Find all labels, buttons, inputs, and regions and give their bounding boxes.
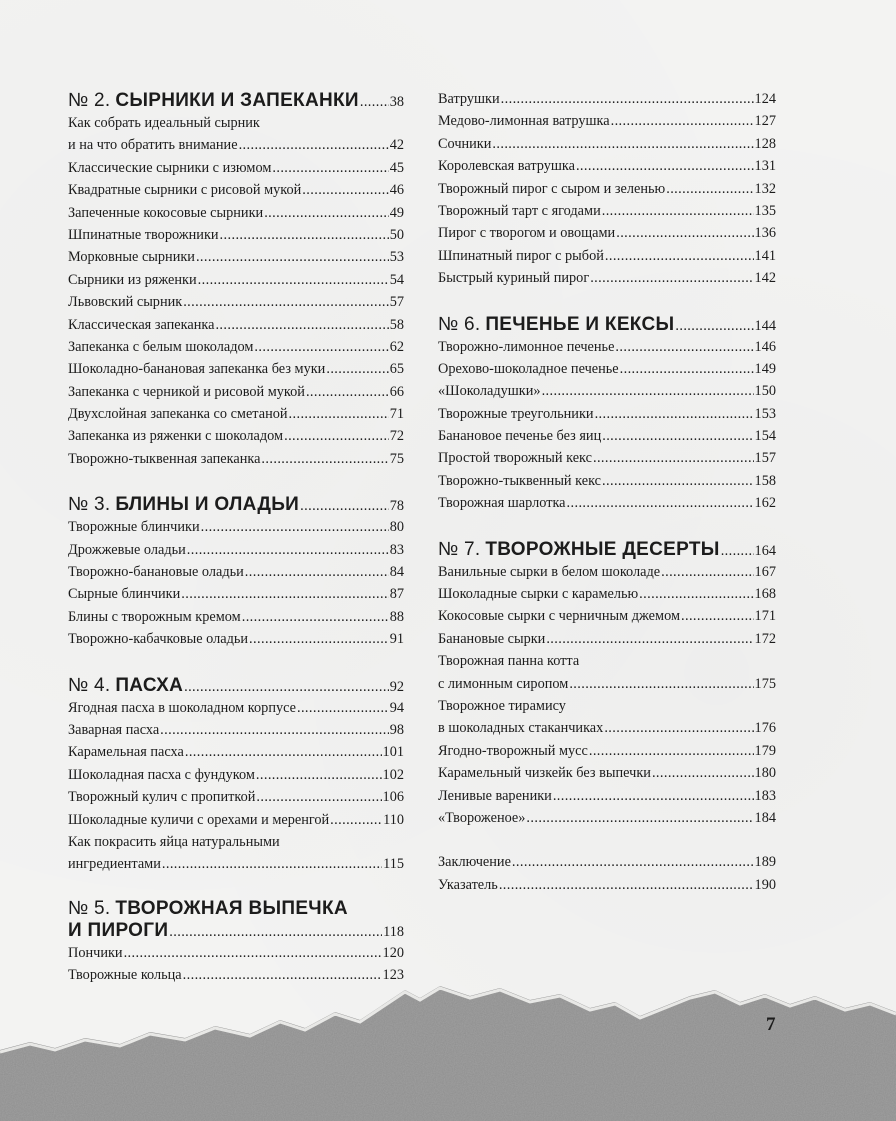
toc-entry (68, 516, 404, 538)
toc-entry (68, 786, 404, 808)
toc-entry-title: с лимонным сиропом (438, 675, 569, 692)
toc-entry (438, 561, 776, 583)
dot-leader (297, 697, 389, 719)
dot-leader (652, 762, 754, 784)
toc-entry-title: Запеканка с черникой и рисовой мукой (68, 383, 305, 400)
toc-entry-page: 162 (754, 495, 776, 512)
dot-leader (264, 202, 389, 224)
toc-entry (68, 112, 404, 157)
toc-entry-title: Быстрый куриный пирог (438, 270, 590, 287)
dot-leader (181, 583, 388, 605)
toc-entry-page: 180 (754, 765, 776, 782)
toc-entry-page: 84 (389, 564, 404, 581)
toc-entry (68, 157, 404, 179)
toc-entry-page: 87 (389, 586, 404, 603)
dot-leader (681, 605, 754, 627)
dot-leader (183, 964, 382, 986)
toc-entry (68, 314, 404, 336)
toc-entry-page: 75 (389, 450, 404, 467)
toc-entry-line (68, 134, 404, 156)
toc-entry-page: 175 (754, 675, 776, 692)
section-page-number: 144 (754, 317, 776, 334)
toc-entry (438, 785, 776, 807)
toc-entry-line: Творожное тирамису (438, 697, 566, 714)
toc-entry-title: Запеканка с белым шоколадом (68, 338, 254, 355)
toc-entry-title: Банановые сырки (438, 630, 546, 647)
toc-entry-page: 83 (389, 541, 404, 558)
toc-entry-title: Сырники из ряженки (68, 271, 197, 288)
toc-entry-page: 141 (754, 247, 776, 264)
dot-leader (602, 200, 754, 222)
toc-entry-page: 50 (389, 226, 404, 243)
dot-leader (569, 673, 753, 695)
dot-leader (261, 448, 388, 470)
dot-leader (256, 786, 381, 808)
toc-entry-title: Карамельная пасха (68, 744, 184, 761)
dot-leader (639, 583, 753, 605)
toc-entry (68, 291, 404, 313)
toc-entry (68, 628, 404, 650)
toc-entry (68, 606, 404, 628)
section-heading (68, 88, 404, 112)
section-page-number: 78 (389, 498, 404, 515)
toc-entry (68, 809, 404, 831)
toc-entry (68, 561, 404, 583)
section-title: ПЕЧЕНЬЕ И КЕКСЫ (485, 313, 675, 335)
toc-entry-title: в шоколадных стаканчиках (438, 720, 604, 737)
section-page-number: 92 (389, 678, 404, 695)
section-heading-line (68, 898, 404, 920)
toc-left-column (68, 88, 404, 1009)
toc-entry (68, 539, 404, 561)
dot-leader (616, 222, 753, 244)
toc-entry-page: 150 (754, 383, 776, 400)
toc-entry-title: Медово-лимонная ватрушка (438, 113, 610, 130)
toc-entry (438, 695, 776, 740)
section-heading-line (68, 920, 404, 942)
toc-entry-title: Заварная пасха (68, 721, 160, 738)
toc-entry-title: Пончики (68, 944, 123, 961)
section-page-number: 38 (389, 94, 404, 110)
toc-entry-page: 72 (389, 428, 404, 445)
dot-leader (306, 381, 389, 403)
dot-leader (284, 425, 389, 447)
toc-entry-page: 45 (389, 159, 404, 176)
toc-section (438, 537, 776, 830)
dot-leader (499, 874, 754, 896)
toc-entry-title: Заключение (438, 854, 511, 871)
section-heading (68, 673, 404, 697)
toc-entry (68, 246, 404, 268)
dot-leader (272, 157, 388, 179)
dot-leader (124, 942, 382, 964)
dot-leader (675, 316, 753, 336)
toc-entry (438, 336, 776, 358)
toc-entry-title: Банановое печенье без яиц (438, 428, 602, 445)
section-title: СЫРНИКИ И ЗАПЕКАНКИ (115, 90, 359, 111)
section-title: ТВОРОЖНЫЕ ДЕСЕРТЫ (485, 538, 720, 560)
toc-entry-page: 142 (754, 270, 776, 287)
toc-entry-page: 183 (754, 787, 776, 804)
toc-entry-page: 171 (754, 608, 776, 625)
section-title: БЛИНЫ И ОЛАДЬИ (115, 494, 300, 516)
toc-entry (438, 267, 776, 289)
toc-entry (438, 470, 776, 492)
toc-entry-page: 54 (389, 271, 404, 288)
toc-entry-page: 154 (754, 428, 776, 445)
toc-entry (438, 88, 776, 110)
toc-entry-page: 120 (382, 944, 404, 961)
toc-entry (68, 224, 404, 246)
toc-entry-page: 127 (754, 113, 776, 130)
dot-leader (605, 245, 754, 267)
toc-entry-title: Шпинатный пирог с рыбой (438, 247, 604, 264)
toc-entry-page: 190 (754, 876, 776, 893)
toc-entry (68, 381, 404, 403)
dot-leader (198, 269, 389, 291)
toc-entry-page: 131 (754, 158, 776, 175)
toc-entry-page: 179 (754, 742, 776, 759)
dot-leader (593, 447, 754, 469)
dot-leader (721, 541, 754, 561)
toc-entry-page: 91 (389, 631, 404, 648)
toc-entry (438, 133, 776, 155)
section-number: № 7. (438, 538, 481, 560)
toc-entry-page: 146 (754, 338, 776, 355)
dot-leader (215, 314, 388, 336)
dot-leader (661, 561, 753, 583)
toc-entry-title: Карамельный чизкейк без выпечки (438, 765, 651, 782)
toc-entry (438, 425, 776, 447)
dot-leader (169, 922, 382, 942)
dot-leader (501, 88, 754, 110)
section-number: № 6. (438, 313, 481, 335)
toc-entry-title: Творожный пирог с сыром и зеленью (438, 180, 666, 197)
toc-entry-title: Блины с творожным кремом (68, 608, 241, 625)
toc-entry (438, 200, 776, 222)
toc-entry-title: и на что обратить внимание (68, 137, 238, 154)
dot-leader (492, 133, 753, 155)
toc-entry-line (68, 853, 404, 875)
dot-leader (162, 853, 382, 875)
toc-entry (438, 605, 776, 627)
toc-entry-title: Творожная шарлотка (438, 495, 566, 512)
page-number: 7 (766, 1014, 776, 1035)
toc-entry (68, 269, 404, 291)
toc-entry (68, 202, 404, 224)
toc-entry-title: «Твороженое» (438, 809, 526, 826)
toc-entry-page: 46 (389, 182, 404, 199)
toc-entry (68, 403, 404, 425)
toc-entry (68, 964, 404, 986)
toc-entry-title: Творожные кольца (68, 967, 182, 984)
toc-entry-page: 58 (389, 316, 404, 333)
toc-entry-page: 115 (383, 856, 404, 873)
section-title: ТВОРОЖНАЯ ВЫПЕЧКА (115, 897, 348, 919)
toc-entry (438, 358, 776, 380)
dot-leader (602, 425, 753, 447)
dot-leader (542, 380, 754, 402)
dot-leader (512, 851, 754, 873)
toc-entry-page: 101 (382, 744, 404, 761)
dot-leader (567, 492, 754, 514)
toc-entry (438, 380, 776, 402)
toc-entry-title: Пирог с творогом и овощами (438, 225, 616, 242)
toc-entry-page: 80 (389, 519, 404, 536)
toc-entry (438, 583, 776, 605)
dot-leader (611, 110, 754, 132)
toc-entry-title: Творожные треугольники (438, 405, 594, 422)
toc-entry (438, 492, 776, 514)
toc-entry-title: Кокосовые сырки с черничным джемом (438, 608, 680, 625)
toc-entry-title: Квадратные сырники с рисовой мукой (68, 182, 302, 199)
dot-leader (360, 92, 389, 112)
toc-entry-page: 128 (754, 135, 776, 152)
toc-entry-title: Шоколадные куличи с орехами и меренгой (68, 811, 330, 828)
section-number: № 5. (68, 897, 111, 919)
toc-entry (68, 336, 404, 358)
toc-entry-title: Запеченные кокосовые сырники (68, 204, 264, 221)
toc-entry-title: Творожный тарт с ягодами (438, 202, 601, 219)
toc-section (68, 492, 404, 650)
dot-leader (254, 336, 388, 358)
dot-leader (576, 155, 754, 177)
dot-leader (239, 134, 389, 156)
toc-entry (68, 831, 404, 876)
toc-entry (438, 178, 776, 200)
toc-entry-title: Творожно-тыквенный кекс (438, 472, 602, 489)
section-title-continued: И ПИРОГИ (68, 919, 169, 941)
dot-leader (289, 403, 389, 425)
toc-entry-title: Шоколадные сырки с карамелью (438, 586, 639, 603)
dot-leader (526, 807, 753, 829)
dot-leader (590, 267, 753, 289)
section-title: ПАСХА (115, 674, 184, 696)
toc-entry-title: Творожный кулич с пропиткой (68, 789, 256, 806)
dot-leader (553, 785, 754, 807)
toc-entry-title: Ватрушки (438, 91, 500, 107)
toc-section (438, 851, 776, 896)
section-number: № 4. (68, 674, 111, 696)
toc-entry-line (438, 717, 776, 739)
toc-entry-page: 184 (754, 809, 776, 826)
toc-entry (438, 110, 776, 132)
toc-entry (68, 764, 404, 786)
toc-section (438, 88, 776, 290)
toc-entry-title: Ванильные сырки в белом шоколаде (438, 563, 661, 580)
toc-entry-title: Львовский сырник (68, 294, 183, 311)
toc-entry-title: Орехово-шоколадное печенье (438, 360, 619, 377)
dot-leader (184, 677, 389, 697)
toc-entry-title: Запеканка из ряженки с шоколадом (68, 428, 284, 445)
toc-entry-page: 149 (754, 360, 776, 377)
section-page-number: 164 (754, 542, 776, 559)
toc-entry (68, 583, 404, 605)
dot-leader (589, 740, 754, 762)
dot-leader (220, 224, 389, 246)
toc-entry-page: 132 (754, 180, 776, 197)
toc-entry (438, 245, 776, 267)
toc-entry (68, 448, 404, 470)
toc-entry-page: 42 (389, 137, 404, 154)
dot-leader (615, 336, 753, 358)
toc-entry (68, 942, 404, 964)
dot-leader (249, 628, 389, 650)
section-heading (438, 537, 776, 561)
dot-leader (187, 539, 389, 561)
section-heading (438, 312, 776, 336)
toc-entry-page: 62 (389, 338, 404, 355)
toc-entry-page: 172 (754, 630, 776, 647)
toc-entry-page: 136 (754, 225, 776, 242)
dot-leader (245, 561, 389, 583)
toc-entry (68, 741, 404, 763)
toc-entry-title: «Шоколадушки» (438, 383, 541, 400)
section-heading (68, 898, 404, 942)
toc-entry (438, 740, 776, 762)
toc-entry-page: 110 (383, 811, 404, 828)
toc-entry (438, 447, 776, 469)
toc-entry (68, 719, 404, 741)
toc-entry-title: Творожно-кабачковые оладьи (68, 631, 249, 648)
toc-entry-title: Сырные блинчики (68, 586, 181, 603)
toc-entry-page: 53 (389, 249, 404, 266)
toc-entry (68, 697, 404, 719)
dot-leader (546, 628, 753, 650)
toc-entry (438, 222, 776, 244)
dot-leader (604, 717, 753, 739)
toc-entry-title: Классическая запеканка (68, 316, 215, 333)
dot-leader (666, 178, 753, 200)
section-number: № 3. (68, 494, 111, 516)
dot-leader (330, 809, 382, 831)
toc-entry (438, 650, 776, 695)
toc-entry-page: 124 (754, 91, 776, 107)
toc-entry-page: 157 (754, 450, 776, 467)
toc-entry (438, 155, 776, 177)
dot-leader (196, 246, 389, 268)
toc-entry-title: Ягодно-творожный мусс (438, 742, 588, 759)
dot-leader (201, 516, 389, 538)
toc-entry (438, 874, 776, 896)
toc-entry-title: Творожно-лимонное печенье (438, 338, 615, 355)
toc-entry-title: Ленивые вареники (438, 787, 552, 804)
toc-entry-page: 65 (389, 361, 404, 378)
toc-entry-title: Творожно-тыквенная запеканка (68, 450, 261, 467)
toc-entry-page: 158 (754, 472, 776, 489)
toc-entry-page: 66 (389, 383, 404, 400)
toc-entry-title: Морковные сырники (68, 249, 195, 266)
toc-entry-page: 106 (382, 789, 404, 806)
toc-entry-title: Шоколадная пасха с фундуком (68, 766, 255, 783)
toc-section (68, 673, 404, 876)
toc-entry-page: 57 (389, 294, 404, 311)
toc-entry-title: ингредиентами (68, 856, 161, 873)
toc-entry-line (438, 673, 776, 695)
toc-entry-page: 94 (389, 699, 404, 716)
dot-leader (160, 719, 389, 741)
section-page-number: 118 (383, 923, 404, 940)
toc-entry-title: Королевская ватрушка (438, 158, 575, 175)
toc-entry (438, 762, 776, 784)
toc-entry-page: 98 (389, 721, 404, 738)
toc-entry-title: Шоколадно-банановая запеканка без муки (68, 361, 326, 378)
toc-entry-page: 189 (754, 854, 776, 871)
toc-entry-page: 49 (389, 204, 404, 221)
toc-entry-page: 102 (382, 766, 404, 783)
toc-entry-page: 135 (754, 202, 776, 219)
section-heading (68, 492, 404, 516)
toc-entry-page: 88 (389, 608, 404, 625)
toc-entry-title: Ягодная пасха в шоколадном корпусе (68, 699, 296, 716)
dot-leader (602, 470, 754, 492)
toc-entry-title: Творожно-банановые оладьи (68, 564, 244, 581)
dot-leader (256, 764, 382, 786)
dot-leader (620, 358, 754, 380)
toc-entry-title: Классические сырники с изюмом (68, 159, 272, 176)
toc-entry-title: Дрожжевые оладьи (68, 541, 186, 558)
toc-entry (68, 425, 404, 447)
dot-leader (595, 403, 754, 425)
toc-entry-page: 123 (382, 967, 404, 984)
toc-entry-title: Простой творожный кекс (438, 450, 592, 467)
toc-entry-line: Как собрать идеальный сырник (68, 115, 260, 131)
section-number: № 2. (68, 90, 111, 111)
toc-entry (438, 403, 776, 425)
toc-entry-line: Творожная панна котта (438, 653, 580, 670)
toc-entry-page: 167 (754, 563, 776, 580)
toc-section (438, 312, 776, 515)
toc-entry-title: Сочники (438, 135, 492, 152)
toc-entry-title: Указатель (438, 876, 498, 893)
toc-entry-title: Двухслойная запеканка со сметаной (68, 406, 288, 423)
dot-leader (326, 358, 388, 380)
toc-entry-page: 153 (754, 405, 776, 422)
toc-section (68, 88, 404, 470)
dot-leader (185, 741, 382, 763)
toc-entry-title: Творожные блинчики (68, 519, 200, 536)
toc-entry-line: Как покрасить яйца натуральными (68, 833, 280, 850)
toc-right-column (438, 88, 776, 918)
dot-leader (183, 291, 389, 313)
toc-entry (438, 628, 776, 650)
toc-entry-title: Шпинатные творожники (68, 226, 219, 243)
toc-entry (68, 358, 404, 380)
dot-leader (300, 496, 389, 516)
toc-entry (438, 851, 776, 873)
toc-entry (438, 807, 776, 829)
toc-section (68, 898, 404, 987)
toc-entry (68, 179, 404, 201)
dot-leader (302, 179, 388, 201)
toc-entry-page: 176 (754, 720, 776, 737)
toc-entry-page: 168 (754, 586, 776, 603)
dot-leader (242, 606, 389, 628)
toc-entry-page: 71 (389, 406, 404, 423)
